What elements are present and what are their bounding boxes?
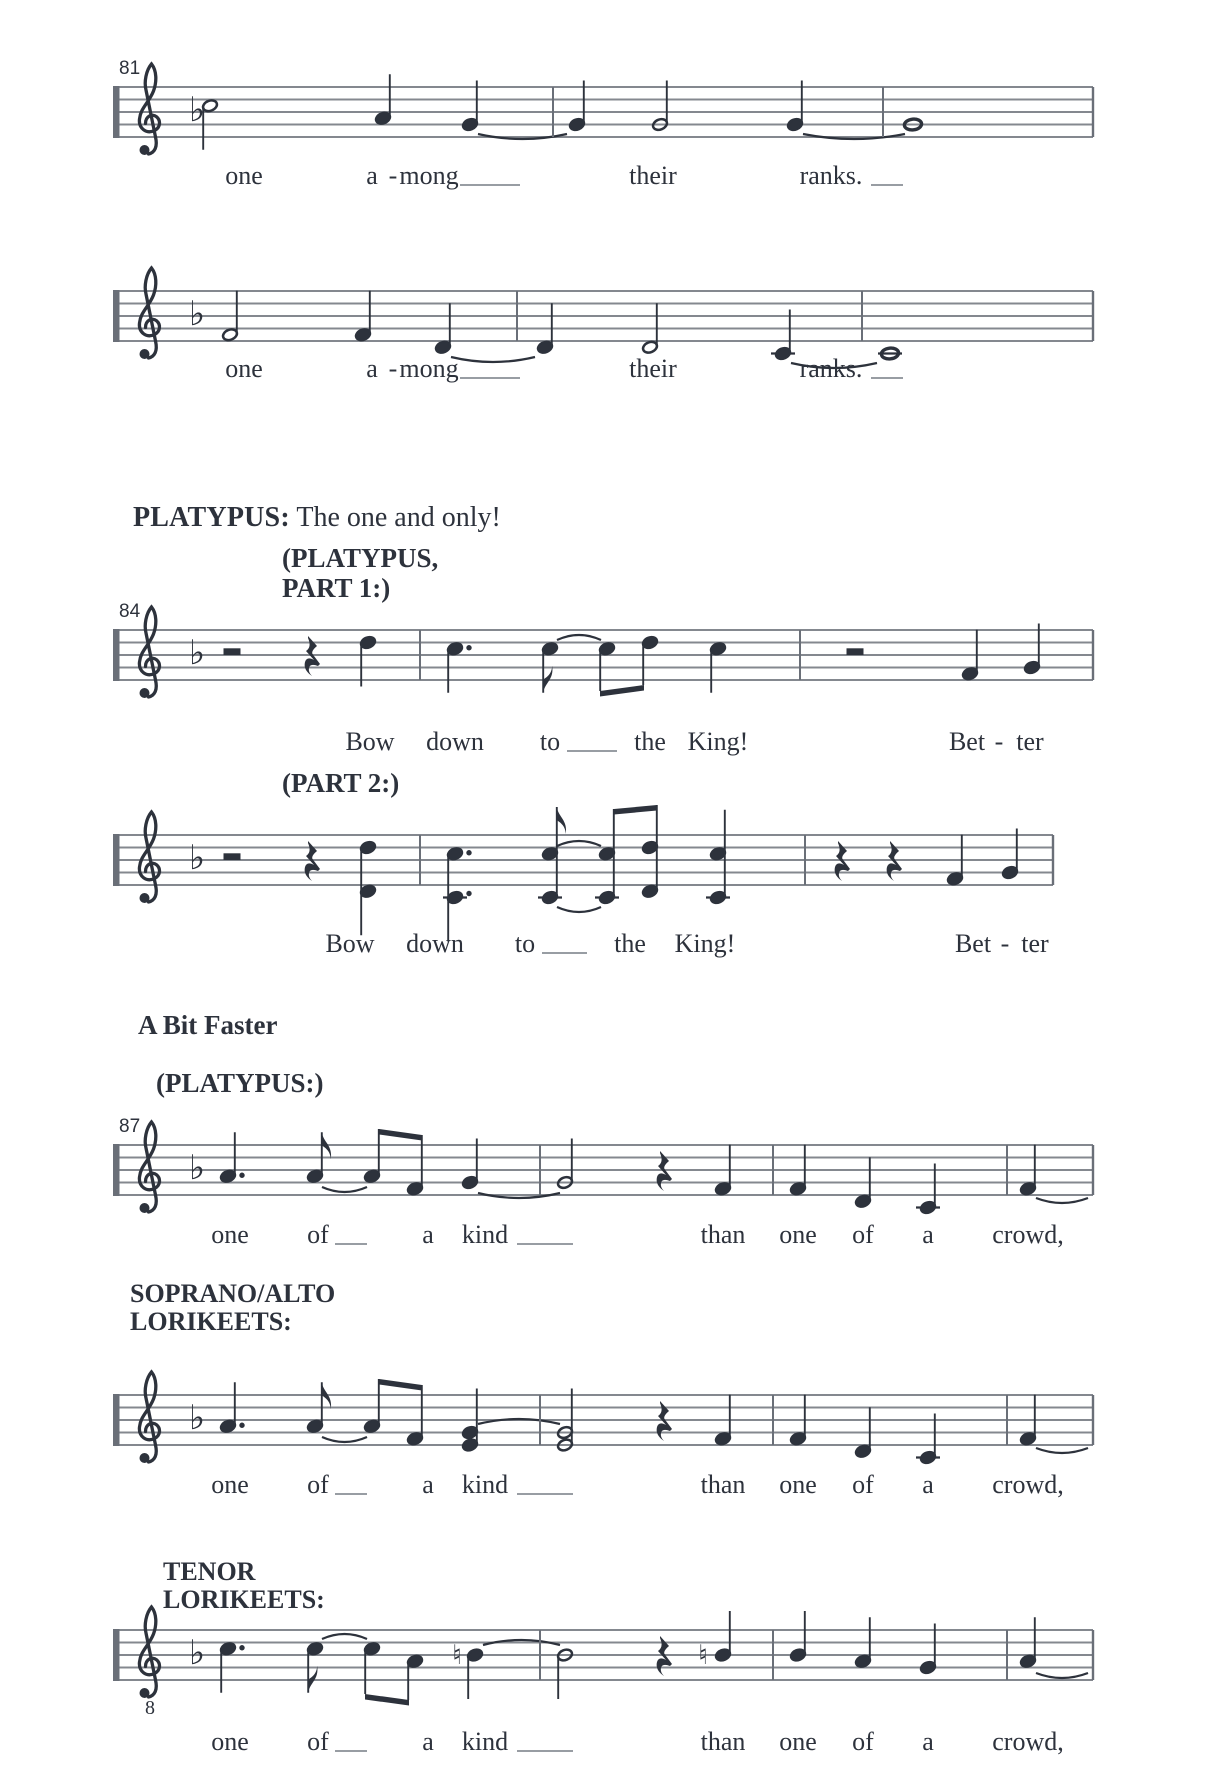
lyric-syllable: Bet bbox=[954, 929, 992, 958]
tie bbox=[1036, 1198, 1088, 1203]
lyric-syllable: a bbox=[922, 1220, 934, 1249]
lyric-syllable: - bbox=[388, 354, 398, 383]
system-m84-part1 bbox=[105, 555, 1105, 770]
lyric-syllable: a bbox=[422, 1220, 434, 1249]
lyric-syllable: one bbox=[225, 354, 263, 383]
treble-clef-icon bbox=[139, 268, 159, 359]
measure-number: 81 bbox=[119, 58, 141, 79]
augmentation-dot bbox=[466, 645, 471, 650]
system-m81-part2 bbox=[105, 216, 1105, 431]
tie bbox=[451, 357, 535, 362]
dialogue-text: The one and only! bbox=[289, 502, 501, 533]
lyric-syllable: down bbox=[406, 929, 464, 958]
lyric-syllable: ter bbox=[1021, 929, 1049, 958]
system-barline bbox=[113, 290, 120, 342]
lyric-syllable: a bbox=[922, 1727, 934, 1756]
lyric-syllable: than bbox=[700, 1727, 746, 1756]
lyric-syllable: of bbox=[852, 1470, 874, 1499]
beam bbox=[614, 805, 657, 815]
tie bbox=[557, 635, 601, 640]
flat-sign-icon: ♭ bbox=[188, 1148, 206, 1188]
lyric-syllable: crowd, bbox=[992, 1220, 1064, 1249]
flat-sign-icon: ♭ bbox=[188, 838, 206, 878]
half-rest-icon bbox=[224, 648, 241, 655]
note bbox=[461, 1139, 478, 1190]
note bbox=[538, 807, 566, 905]
lyric-syllable: one bbox=[211, 1220, 249, 1249]
lyric-syllable: Bow bbox=[345, 727, 395, 756]
soprano-alto-line1: SOPRANO/ALTO bbox=[130, 1279, 336, 1308]
lyric-syllable: one bbox=[211, 1470, 249, 1499]
system-m81-part1 bbox=[105, 12, 1105, 227]
lyric-syllable: Bow bbox=[325, 929, 375, 958]
augmentation-dot bbox=[239, 1173, 244, 1178]
lyric-syllable: one bbox=[779, 1470, 817, 1499]
tenor-line2: LORIKEETS: bbox=[163, 1585, 325, 1614]
lyric-syllable: of bbox=[852, 1727, 874, 1756]
lyric-syllable: a bbox=[922, 1470, 934, 1499]
augmentation-dot bbox=[239, 1423, 244, 1428]
lyric-syllable: ranks. bbox=[799, 161, 863, 190]
note bbox=[461, 81, 478, 132]
lyric-syllable: a bbox=[422, 1470, 434, 1499]
natural-sign-icon: ♮ bbox=[452, 1640, 462, 1671]
beam bbox=[600, 685, 644, 697]
part2-cue-label: (PART 2:) bbox=[282, 768, 400, 798]
measure-number: 84 bbox=[119, 601, 141, 622]
half-rest-icon bbox=[224, 853, 241, 860]
tie bbox=[322, 1634, 367, 1639]
system-barline bbox=[113, 834, 120, 886]
tie bbox=[557, 907, 601, 912]
lyric-syllable: kind bbox=[461, 1220, 509, 1249]
augmentation-dot bbox=[466, 850, 471, 855]
note bbox=[363, 1379, 380, 1433]
beam bbox=[379, 1379, 422, 1391]
note bbox=[771, 310, 795, 361]
tie bbox=[1036, 1448, 1088, 1453]
flat-sign-icon: ♭ bbox=[188, 294, 206, 334]
lyric-syllable: mong bbox=[399, 354, 459, 383]
lyric-syllable: a bbox=[366, 161, 378, 190]
lyric-syllable: one bbox=[225, 161, 263, 190]
note bbox=[359, 840, 376, 935]
treble-clef-icon bbox=[139, 64, 159, 155]
lyric-syllable: one bbox=[211, 1727, 249, 1756]
lyric-syllable: of bbox=[852, 1220, 874, 1249]
lyric-syllable: a bbox=[422, 1727, 434, 1756]
half-rest-icon bbox=[847, 648, 864, 655]
lyric-syllable: than bbox=[700, 1220, 746, 1249]
note bbox=[919, 1624, 936, 1675]
soprano-alto-line2: LORIKEETS: bbox=[130, 1307, 292, 1336]
note bbox=[714, 1611, 731, 1662]
note bbox=[786, 81, 803, 132]
tie bbox=[557, 841, 601, 846]
note bbox=[359, 635, 376, 686]
lyric-syllable: to bbox=[514, 929, 536, 958]
system-barline bbox=[113, 86, 120, 138]
lyric-syllable: King! bbox=[674, 929, 736, 958]
eighth-flag-icon bbox=[557, 807, 566, 834]
dialogue-line bbox=[133, 502, 501, 533]
lyric-syllable: - bbox=[388, 161, 398, 190]
tie bbox=[322, 1437, 367, 1442]
treble-clef-icon bbox=[139, 1372, 159, 1463]
lyric-syllable: of bbox=[307, 1727, 329, 1756]
system-barline bbox=[113, 1144, 120, 1196]
note bbox=[595, 809, 619, 905]
lyric-syllable: kind bbox=[461, 1470, 509, 1499]
lyric-syllable: crowd, bbox=[992, 1470, 1064, 1499]
note bbox=[1001, 829, 1018, 880]
note bbox=[1023, 624, 1040, 675]
lyric-syllable: a bbox=[366, 354, 378, 383]
lyric-syllable: kind bbox=[461, 1727, 509, 1756]
system-barline bbox=[113, 1629, 120, 1681]
treble-clef-icon bbox=[139, 812, 159, 903]
augmentation-dot bbox=[466, 891, 471, 896]
lyric-syllable: one bbox=[779, 1220, 817, 1249]
lyric-syllable: down bbox=[426, 727, 484, 756]
lyric-syllable: the bbox=[634, 727, 666, 756]
note bbox=[568, 81, 585, 132]
note bbox=[641, 635, 658, 685]
dialogue-speaker: PLATYPUS: bbox=[133, 502, 290, 533]
lyric-syllable: one bbox=[779, 1727, 817, 1756]
lyric-syllable: King! bbox=[687, 727, 749, 756]
note bbox=[916, 1164, 940, 1215]
system-m87-tenor bbox=[105, 1555, 1105, 1770]
note bbox=[878, 347, 902, 360]
lyric-syllable: their bbox=[629, 161, 677, 190]
lyric-syllable: mong bbox=[399, 161, 459, 190]
lyric-syllable: ranks. bbox=[799, 354, 863, 383]
tie bbox=[1036, 1673, 1088, 1678]
platypus-solo-cue-label: (PLATYPUS:) bbox=[156, 1068, 324, 1098]
tie bbox=[322, 1187, 367, 1192]
augmentation-dot bbox=[239, 1645, 244, 1650]
part1-cue-line2: PART 1:) bbox=[282, 573, 391, 603]
natural-sign-icon: ♮ bbox=[698, 1640, 708, 1671]
flat-sign-icon: ♭ bbox=[188, 90, 206, 130]
beam bbox=[379, 1129, 422, 1141]
flat-sign-icon: ♭ bbox=[188, 1398, 206, 1438]
beam bbox=[365, 1694, 409, 1706]
system-m84-part2 bbox=[105, 760, 1105, 975]
system-m87-soprano-alto bbox=[105, 1320, 1105, 1535]
lyric-syllable: of bbox=[307, 1220, 329, 1249]
system-barline bbox=[113, 629, 120, 681]
lyric-syllable: to bbox=[539, 727, 561, 756]
note bbox=[406, 1654, 423, 1700]
octave-8-glyph: 8 bbox=[145, 1697, 155, 1719]
part1-cue-line1: (PLATYPUS, bbox=[282, 543, 439, 573]
lyric-syllable: their bbox=[629, 354, 677, 383]
note bbox=[363, 1129, 380, 1183]
tenor-line1: TENOR bbox=[163, 1557, 256, 1586]
treble-clef-icon bbox=[139, 607, 159, 698]
lyric-syllable: than bbox=[700, 1470, 746, 1499]
lyric-syllable: - bbox=[1000, 929, 1010, 958]
measure-number: 87 bbox=[119, 1116, 141, 1137]
note bbox=[466, 1648, 483, 1699]
treble-clef-icon bbox=[139, 1607, 159, 1719]
lyric-syllable: the bbox=[614, 929, 646, 958]
treble-clef-icon bbox=[139, 1122, 159, 1213]
flat-sign-icon: ♭ bbox=[188, 1633, 206, 1673]
system-m87-platypus bbox=[105, 1070, 1105, 1285]
flat-sign-icon: ♭ bbox=[188, 633, 206, 673]
tempo-marking: A Bit Faster bbox=[138, 1010, 278, 1040]
note bbox=[598, 642, 615, 691]
lyric-syllable: ter bbox=[1016, 727, 1044, 756]
note bbox=[789, 1611, 806, 1662]
lyric-syllable: Bet bbox=[948, 727, 986, 756]
note bbox=[916, 1414, 940, 1465]
lyric-syllable: of bbox=[307, 1470, 329, 1499]
lyric-syllable: - bbox=[994, 727, 1004, 756]
note bbox=[706, 810, 730, 905]
lyric-syllable: crowd, bbox=[992, 1727, 1064, 1756]
system-barline bbox=[113, 1394, 120, 1446]
